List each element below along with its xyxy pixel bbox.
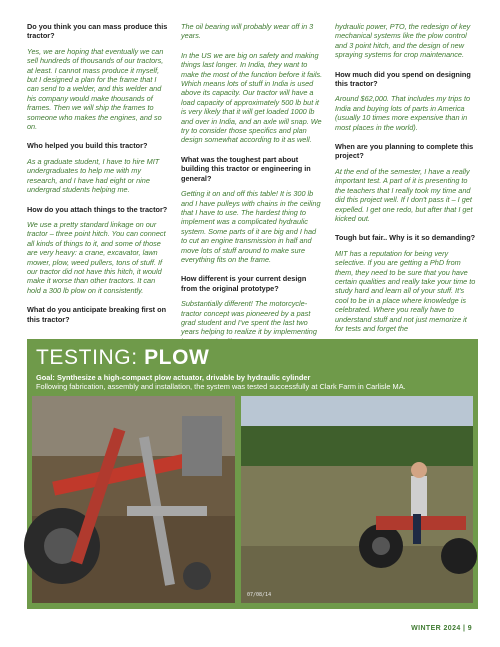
answer: hydraulic power, PTO, the redesign of key mechanical systems like the plow control and 3 point hitch, and the design of new spraying systems for crop maintenance.	[335, 22, 471, 60]
answer: Getting it on and off this table! It is 300 lb and I have pulleys with chains in the ceiling that I have to use. The hardest thing to implement was a complicated hydraulic system. Some parts of it are big and I had to cut an engine transmission in half and move lots of stuff around to make sure everything fits on the frame.	[181, 189, 321, 264]
answer: In the US we are big on safety and making things last longer. In India, they want to make the most of the function before it fails. Which means lots of stuff in India is used above its capacity. Our tractor will have a load capacity of approximately 500 lb but it is very likely that it will get loaded 1000 lb and over in India, and an axle will snap. We try to consider those specifics and plan design somewhat according to it as well.	[181, 50, 323, 145]
column-2	[181, 22, 323, 337]
issue-page-footer: WINTER 2024 | 9	[411, 625, 472, 632]
answer: Yes, we are hoping that eventually we can sell hundreds of thousands of our tractors, at least. I cannot mass produce it myself, but I designed a plan for the frame that I can send to a welder, and this welder and his company would make thousands of frames. Then we will ship the frames to someone who makes the engines, and so on.	[27, 46, 164, 132]
column-3	[335, 22, 477, 333]
answer: Substantially different! The motorcycle-tractor concept was pioneered by a past grad student and I've spent the last two years helping to realize it by implementing	[181, 299, 317, 337]
question: What do you anticipate breaking first on this tractor?	[27, 305, 167, 324]
question: Do you think you can mass produce this tractor?	[27, 22, 168, 41]
panel-title-lead: TESTING:	[36, 346, 145, 369]
panel-goal: Goal: Synthesize a high-compact plow actuator, drivable by hydraulic cylinder	[36, 373, 311, 382]
panel-description: Following fabrication, assembly and installation, the system was tested successfully at Clark Farm in Carlisle MA.	[36, 382, 406, 391]
question: Who helped you build this tractor?	[27, 141, 148, 151]
panel-title-bold: PLOW	[144, 346, 210, 369]
column-1	[27, 22, 169, 328]
plow-closeup-photo	[32, 396, 235, 603]
question: Tough but fair.. Why is it so demanding?	[335, 233, 476, 243]
question: What was the toughest part about building this tractor or engineering in general?	[181, 154, 311, 183]
answer: Around $62,000. That includes my trips to India and buying lots of parts in America (usually 10 times more expensive than in most places in the world).	[335, 94, 471, 132]
question: How much did you spend on designing this tractor?	[335, 69, 471, 89]
answer: At the end of the semester, I have a really important test. A part of it is presenting to the teachers that I really took my time and did this project well. If I don't pass it – I get expelled. I get one redo, but after that I get kicked out.	[335, 166, 473, 223]
question: When are you planning to complete this project?	[335, 142, 474, 161]
answer: The oil bearing will probably wear off in 3 years.	[181, 22, 314, 41]
interview-columns	[27, 22, 477, 337]
answer: We use a pretty standard linkage on our tractor – three point hitch. You can connect all kinds of things to it, and some of those are very heavy: a crane, excavator, lawn mower, plow, weed pullers, tons of stuff. If our tractor did not have this hitch, it would make it worse than other tractors. It can hold a 300 lb plow on it consistently.	[27, 219, 166, 295]
answer: MIT has a reputation for being very selective. If you are getting a PhD from them, they need to be sure that you have certain qualities and really take your time to study hard and learn all of your stuff. It's cool to be in a place where knowledge is celebrated. Where you really have to understand stuff and not just memorize it for tests and forget the	[335, 248, 476, 333]
question: How different is your current design from the original prototype?	[181, 274, 307, 293]
testing-plow-panel	[27, 339, 478, 609]
answer: As a graduate student, I have to hire MIT undergraduates to help me with my research, and I have had eight or nine undergrad students helping me.	[27, 156, 160, 195]
question: How do you attach things to the tractor?	[27, 204, 168, 214]
photo-timestamp: 07/08/14	[247, 592, 272, 598]
panel-title	[36, 345, 209, 371]
tractor-field-photo	[241, 396, 473, 603]
